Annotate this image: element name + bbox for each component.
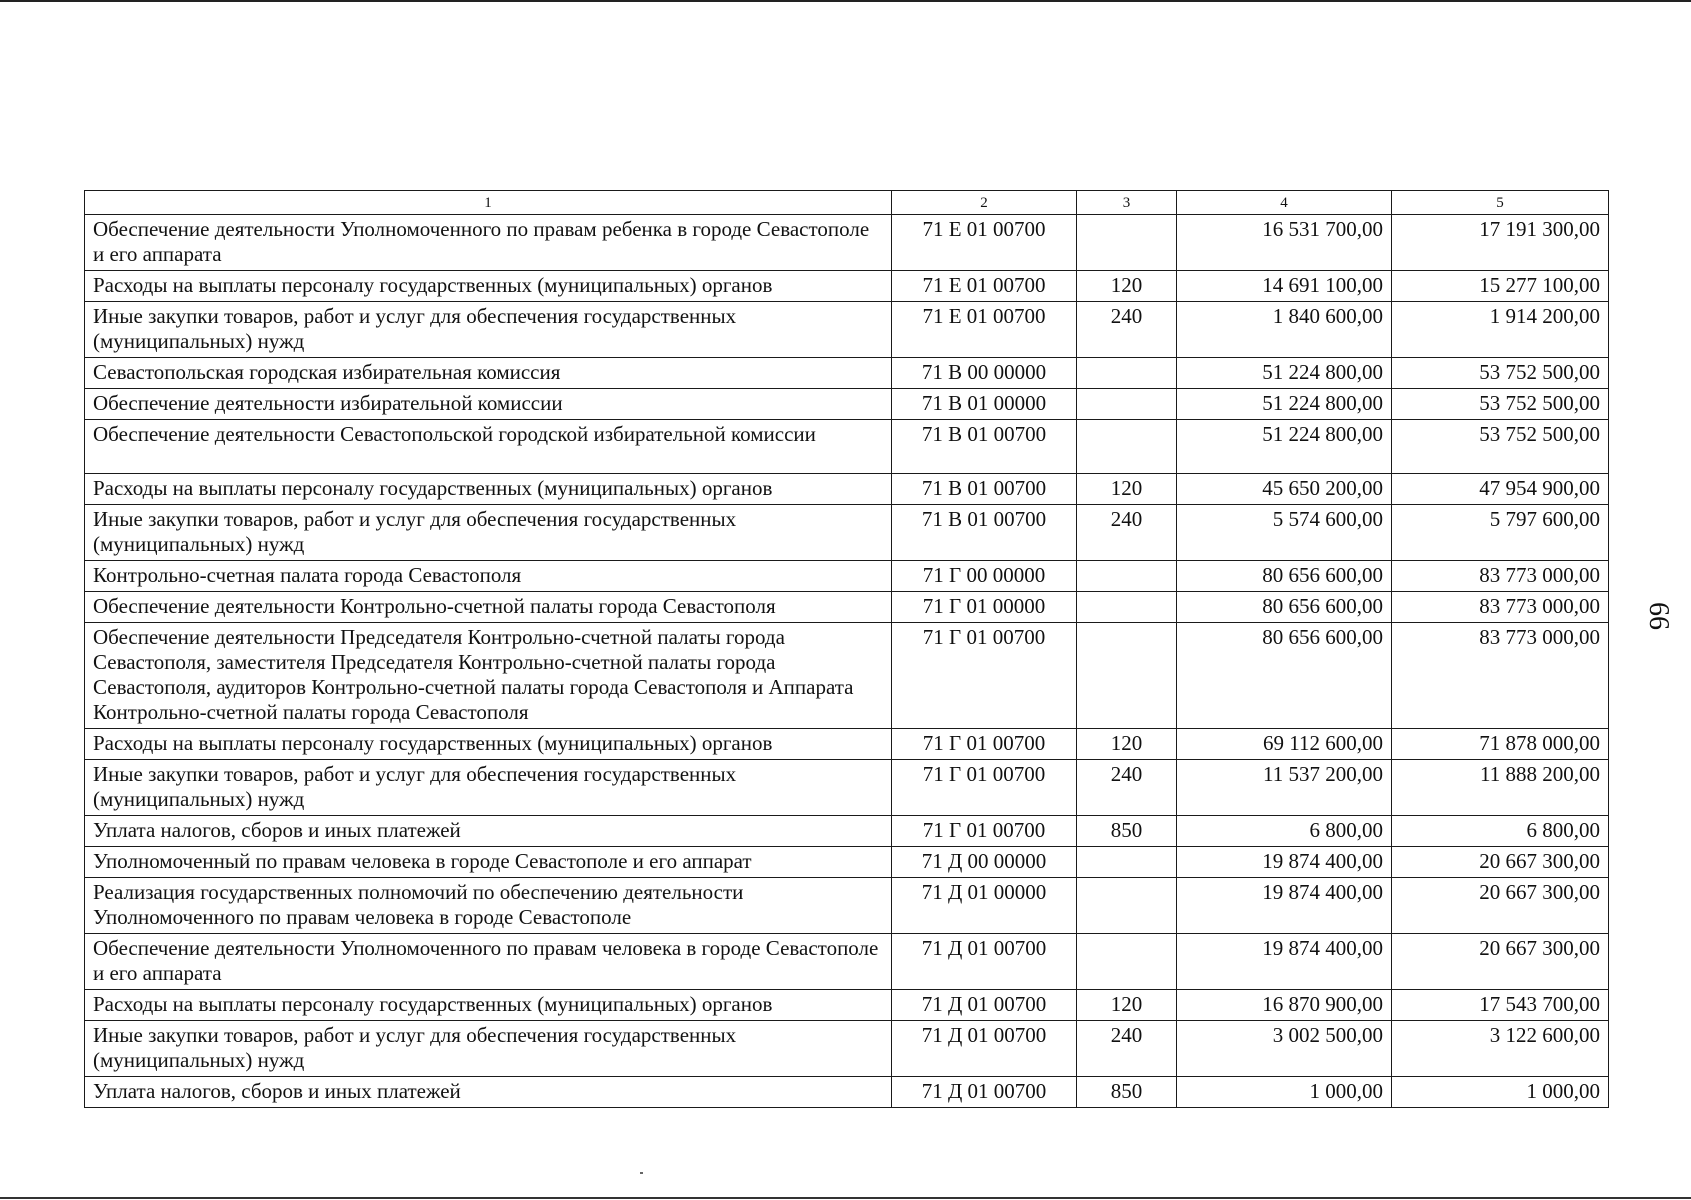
table-row (85, 474, 1609, 505)
row-name-cell: Расходы на выплаты персоналу государственных (муниципальных) органов (85, 271, 892, 302)
row-sum-year2-cell: 15 277 100,00 (1392, 271, 1609, 302)
header-col-3: 3 (1077, 191, 1177, 215)
row-sum-year1-cell: 80 656 600,00 (1177, 623, 1392, 729)
table-row (85, 847, 1609, 878)
row-name-cell: Уплата налогов, сборов и иных платежей (85, 816, 892, 847)
row-sum-year2-cell: 17 191 300,00 (1392, 215, 1609, 271)
row-sum-year2-cell: 17 543 700,00 (1392, 990, 1609, 1021)
row-type-cell: 240 (1077, 505, 1177, 561)
table-row (85, 623, 1609, 729)
table-row (85, 878, 1609, 934)
row-type-cell: 240 (1077, 760, 1177, 816)
table-row (85, 816, 1609, 847)
row-code-cell: 71 Д 01 00000 (892, 878, 1077, 934)
table-row (85, 420, 1609, 474)
table-body (85, 191, 1609, 1108)
row-code-cell: 71 Д 01 00700 (892, 990, 1077, 1021)
row-code-cell: 71 Д 01 00700 (892, 934, 1077, 990)
row-sum-year2-cell: 20 667 300,00 (1392, 847, 1609, 878)
row-sum-year1-cell: 69 112 600,00 (1177, 729, 1392, 760)
header-col-1: 1 (85, 191, 892, 215)
row-sum-year2-cell: 3 122 600,00 (1392, 1021, 1609, 1077)
table-row (85, 592, 1609, 623)
scan-speck (640, 1172, 643, 1174)
row-sum-year1-cell: 5 574 600,00 (1177, 505, 1392, 561)
row-sum-year2-cell: 83 773 000,00 (1392, 623, 1609, 729)
row-code-cell: 71 Г 01 00700 (892, 729, 1077, 760)
row-name-cell: Обеспечение деятельности Уполномоченного по правам человека в городе Севастополе и его аппарата (85, 934, 892, 990)
table-row (85, 990, 1609, 1021)
row-code-cell: 71 Д 01 00700 (892, 1077, 1077, 1108)
row-sum-year1-cell: 14 691 100,00 (1177, 271, 1392, 302)
row-sum-year1-cell: 16 870 900,00 (1177, 990, 1392, 1021)
row-name-cell: Севастопольская городская избирательная комиссия (85, 358, 892, 389)
table-row (85, 271, 1609, 302)
row-sum-year1-cell: 51 224 800,00 (1177, 358, 1392, 389)
row-code-cell: 71 Г 01 00700 (892, 816, 1077, 847)
row-type-cell: 240 (1077, 302, 1177, 358)
row-code-cell: 71 Е 01 00700 (892, 215, 1077, 271)
header-col-4: 4 (1177, 191, 1392, 215)
row-sum-year1-cell: 11 537 200,00 (1177, 760, 1392, 816)
row-sum-year1-cell: 45 650 200,00 (1177, 474, 1392, 505)
row-name-cell: Обеспечение деятельности Севастопольской городской избирательной комиссии (85, 420, 892, 474)
row-sum-year2-cell: 1 000,00 (1392, 1077, 1609, 1108)
row-sum-year2-cell: 53 752 500,00 (1392, 420, 1609, 474)
row-type-cell: 850 (1077, 816, 1177, 847)
row-name-cell: Обеспечение деятельности Контрольно-счетной палаты города Севастополя (85, 592, 892, 623)
row-code-cell: 71 В 01 00700 (892, 420, 1077, 474)
row-code-cell: 71 Е 01 00700 (892, 302, 1077, 358)
row-sum-year2-cell: 83 773 000,00 (1392, 561, 1609, 592)
row-code-cell: 71 Г 01 00700 (892, 623, 1077, 729)
row-sum-year2-cell: 5 797 600,00 (1392, 505, 1609, 561)
row-name-cell: Иные закупки товаров, работ и услуг для обеспечения государственных (муниципальных) нужд (85, 302, 892, 358)
row-type-cell (1077, 358, 1177, 389)
row-sum-year1-cell: 1 000,00 (1177, 1077, 1392, 1108)
table-row (85, 389, 1609, 420)
row-name-cell: Расходы на выплаты персоналу государственных (муниципальных) органов (85, 729, 892, 760)
row-type-cell: 120 (1077, 474, 1177, 505)
row-sum-year2-cell: 53 752 500,00 (1392, 389, 1609, 420)
row-type-cell (1077, 592, 1177, 623)
row-code-cell: 71 В 01 00700 (892, 505, 1077, 561)
table-row (85, 760, 1609, 816)
table-row (85, 934, 1609, 990)
row-sum-year1-cell: 51 224 800,00 (1177, 420, 1392, 474)
row-name-cell: Обеспечение деятельности избирательной комиссии (85, 389, 892, 420)
row-type-cell: 120 (1077, 271, 1177, 302)
table-row (85, 561, 1609, 592)
table-row (85, 302, 1609, 358)
row-name-cell: Иные закупки товаров, работ и услуг для обеспечения государственных (муниципальных) нужд (85, 1021, 892, 1077)
table-row (85, 505, 1609, 561)
row-name-cell: Иные закупки товаров, работ и услуг для обеспечения государственных (муниципальных) нужд (85, 505, 892, 561)
row-code-cell: 71 Е 01 00700 (892, 271, 1077, 302)
row-type-cell (1077, 561, 1177, 592)
row-name-cell: Обеспечение деятельности Председателя Контрольно-счетной палаты города Севастополя, заместителя Председателя Контрольно-счетной палаты города Севастополя, аудиторов Контрольно-счетной палаты города Севастополя и Аппарата Контрольно-счетной палаты города Севастополя (85, 623, 892, 729)
row-sum-year2-cell: 83 773 000,00 (1392, 592, 1609, 623)
row-type-cell: 120 (1077, 729, 1177, 760)
row-sum-year1-cell: 1 840 600,00 (1177, 302, 1392, 358)
row-code-cell: 71 В 01 00700 (892, 474, 1077, 505)
budget-table (84, 190, 1609, 1108)
row-name-cell: Обеспечение деятельности Уполномоченного по правам ребенка в городе Севастополе и его аппарата (85, 215, 892, 271)
row-type-cell (1077, 420, 1177, 474)
row-name-cell: Уполномоченный по правам человека в городе Севастополе и его аппарат (85, 847, 892, 878)
row-code-cell: 71 В 00 00000 (892, 358, 1077, 389)
row-type-cell: 120 (1077, 990, 1177, 1021)
row-name-cell: Реализация государственных полномочий по обеспечению деятельности Уполномоченного по правам человека в городе Севастополе (85, 878, 892, 934)
row-type-cell (1077, 878, 1177, 934)
row-sum-year1-cell: 19 874 400,00 (1177, 878, 1392, 934)
row-sum-year1-cell: 19 874 400,00 (1177, 934, 1392, 990)
row-sum-year2-cell: 71 878 000,00 (1392, 729, 1609, 760)
row-type-cell (1077, 215, 1177, 271)
scan-edge-bottom (0, 1197, 1691, 1199)
row-code-cell: 71 Д 00 00000 (892, 847, 1077, 878)
row-name-cell: Уплата налогов, сборов и иных платежей (85, 1077, 892, 1108)
table-row (85, 1021, 1609, 1077)
row-code-cell: 71 В 01 00000 (892, 389, 1077, 420)
row-name-cell: Расходы на выплаты персоналу государственных (муниципальных) органов (85, 990, 892, 1021)
row-type-cell: 240 (1077, 1021, 1177, 1077)
table-row (85, 358, 1609, 389)
row-sum-year1-cell: 3 002 500,00 (1177, 1021, 1392, 1077)
header-col-5: 5 (1392, 191, 1609, 215)
row-code-cell: 71 Г 00 00000 (892, 561, 1077, 592)
row-sum-year2-cell: 11 888 200,00 (1392, 760, 1609, 816)
table-row (85, 729, 1609, 760)
row-name-cell: Контрольно-счетная палата города Севастополя (85, 561, 892, 592)
row-sum-year1-cell: 6 800,00 (1177, 816, 1392, 847)
row-sum-year2-cell: 47 954 900,00 (1392, 474, 1609, 505)
row-type-cell (1077, 934, 1177, 990)
row-sum-year2-cell: 1 914 200,00 (1392, 302, 1609, 358)
row-sum-year1-cell: 19 874 400,00 (1177, 847, 1392, 878)
row-sum-year1-cell: 16 531 700,00 (1177, 215, 1392, 271)
row-sum-year1-cell: 80 656 600,00 (1177, 561, 1392, 592)
row-sum-year2-cell: 20 667 300,00 (1392, 878, 1609, 934)
row-type-cell (1077, 623, 1177, 729)
row-sum-year2-cell: 20 667 300,00 (1392, 934, 1609, 990)
row-type-cell: 850 (1077, 1077, 1177, 1108)
row-name-cell: Расходы на выплаты персоналу государственных (муниципальных) органов (85, 474, 892, 505)
row-code-cell: 71 Г 01 00000 (892, 592, 1077, 623)
table-row (85, 215, 1609, 271)
scan-edge-top (0, 0, 1691, 2)
row-sum-year1-cell: 51 224 800,00 (1177, 389, 1392, 420)
page-number: 66 (1643, 602, 1674, 630)
table-header-row (85, 191, 1609, 215)
table-row (85, 1077, 1609, 1108)
row-name-cell: Иные закупки товаров, работ и услуг для обеспечения государственных (муниципальных) нужд (85, 760, 892, 816)
header-col-2: 2 (892, 191, 1077, 215)
row-type-cell (1077, 847, 1177, 878)
row-sum-year1-cell: 80 656 600,00 (1177, 592, 1392, 623)
row-code-cell: 71 Д 01 00700 (892, 1021, 1077, 1077)
row-code-cell: 71 Г 01 00700 (892, 760, 1077, 816)
row-sum-year2-cell: 6 800,00 (1392, 816, 1609, 847)
row-type-cell (1077, 389, 1177, 420)
row-sum-year2-cell: 53 752 500,00 (1392, 358, 1609, 389)
